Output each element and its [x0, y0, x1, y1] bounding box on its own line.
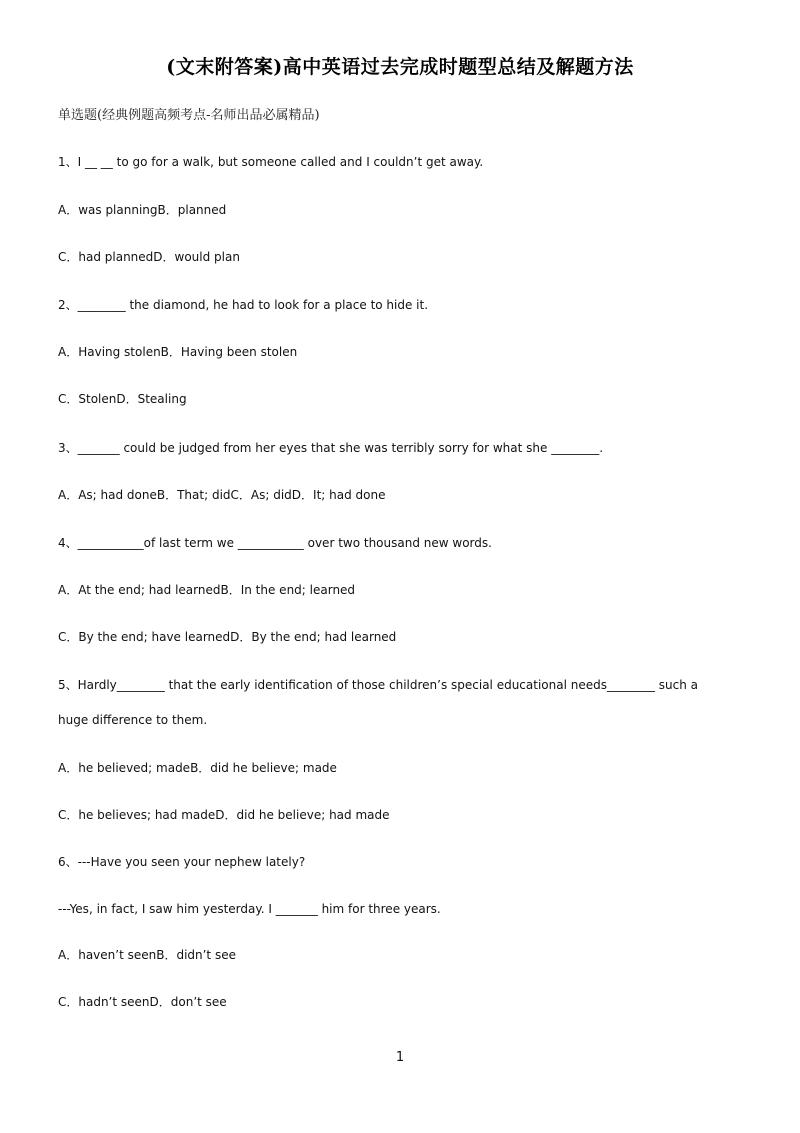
question-5-options-ab: A．he believed; madeB．did he believe; made	[58, 761, 337, 775]
question-5-options-cd: C．he believes; had madeD．did he believe; had made	[58, 808, 390, 822]
question-2-options-cd: C．StolenD．Stealing	[58, 392, 187, 406]
page-number: 1	[395, 1050, 405, 1065]
question-6-options-ab: A．haven’t seenB．didn’t see	[58, 948, 236, 962]
page-title: (文末附答案)高中英语过去完成时题型总结及解题方法	[166, 56, 634, 78]
question-6-stem-line2: ---Yes, in fact, I saw him yesterday. I _______ him for three years.	[58, 902, 441, 916]
question-2-options-ab: A．Having stolenB．Having been stolen	[58, 345, 298, 359]
question-1-options-ab: A．was planningB．planned	[58, 203, 227, 217]
question-5-stem: 5、Hardly________ that the early identification of those children’s special educational needs________ such a huge difference to them.	[58, 678, 699, 727]
question-3-options: A．As; had doneB．That; didC．As; didD．It; had done	[58, 488, 386, 502]
question-4-options-ab: A．At the end; had learnedB．In the end; learned	[58, 583, 356, 597]
question-1-stem: 1、I __ __ to go for a walk, but someone called and I couldn’t get away.	[58, 155, 484, 169]
question-1-options-cd: C．had plannedD．would plan	[58, 250, 240, 264]
question-3-stem: 3、_______ could be judged from her eyes that she was terribly sorry for what she ________.	[58, 441, 604, 455]
question-2-stem: 2、________ the diamond, he had to look for a place to hide it.	[58, 298, 429, 312]
question-6-stem: 6、---Have you seen your nephew lately?	[58, 855, 306, 869]
question-4-options-cd: C．By the end; have learnedD．By the end; had learned	[58, 630, 397, 644]
question-6-options-cd: C．hadn’t seenD．don’t see	[58, 995, 227, 1009]
section-heading: 单选题(经典例题高频考点-名师出品必属精品)	[58, 108, 320, 123]
question-4-stem: 4、___________of last term we ___________ over two thousand new words.	[58, 536, 492, 550]
